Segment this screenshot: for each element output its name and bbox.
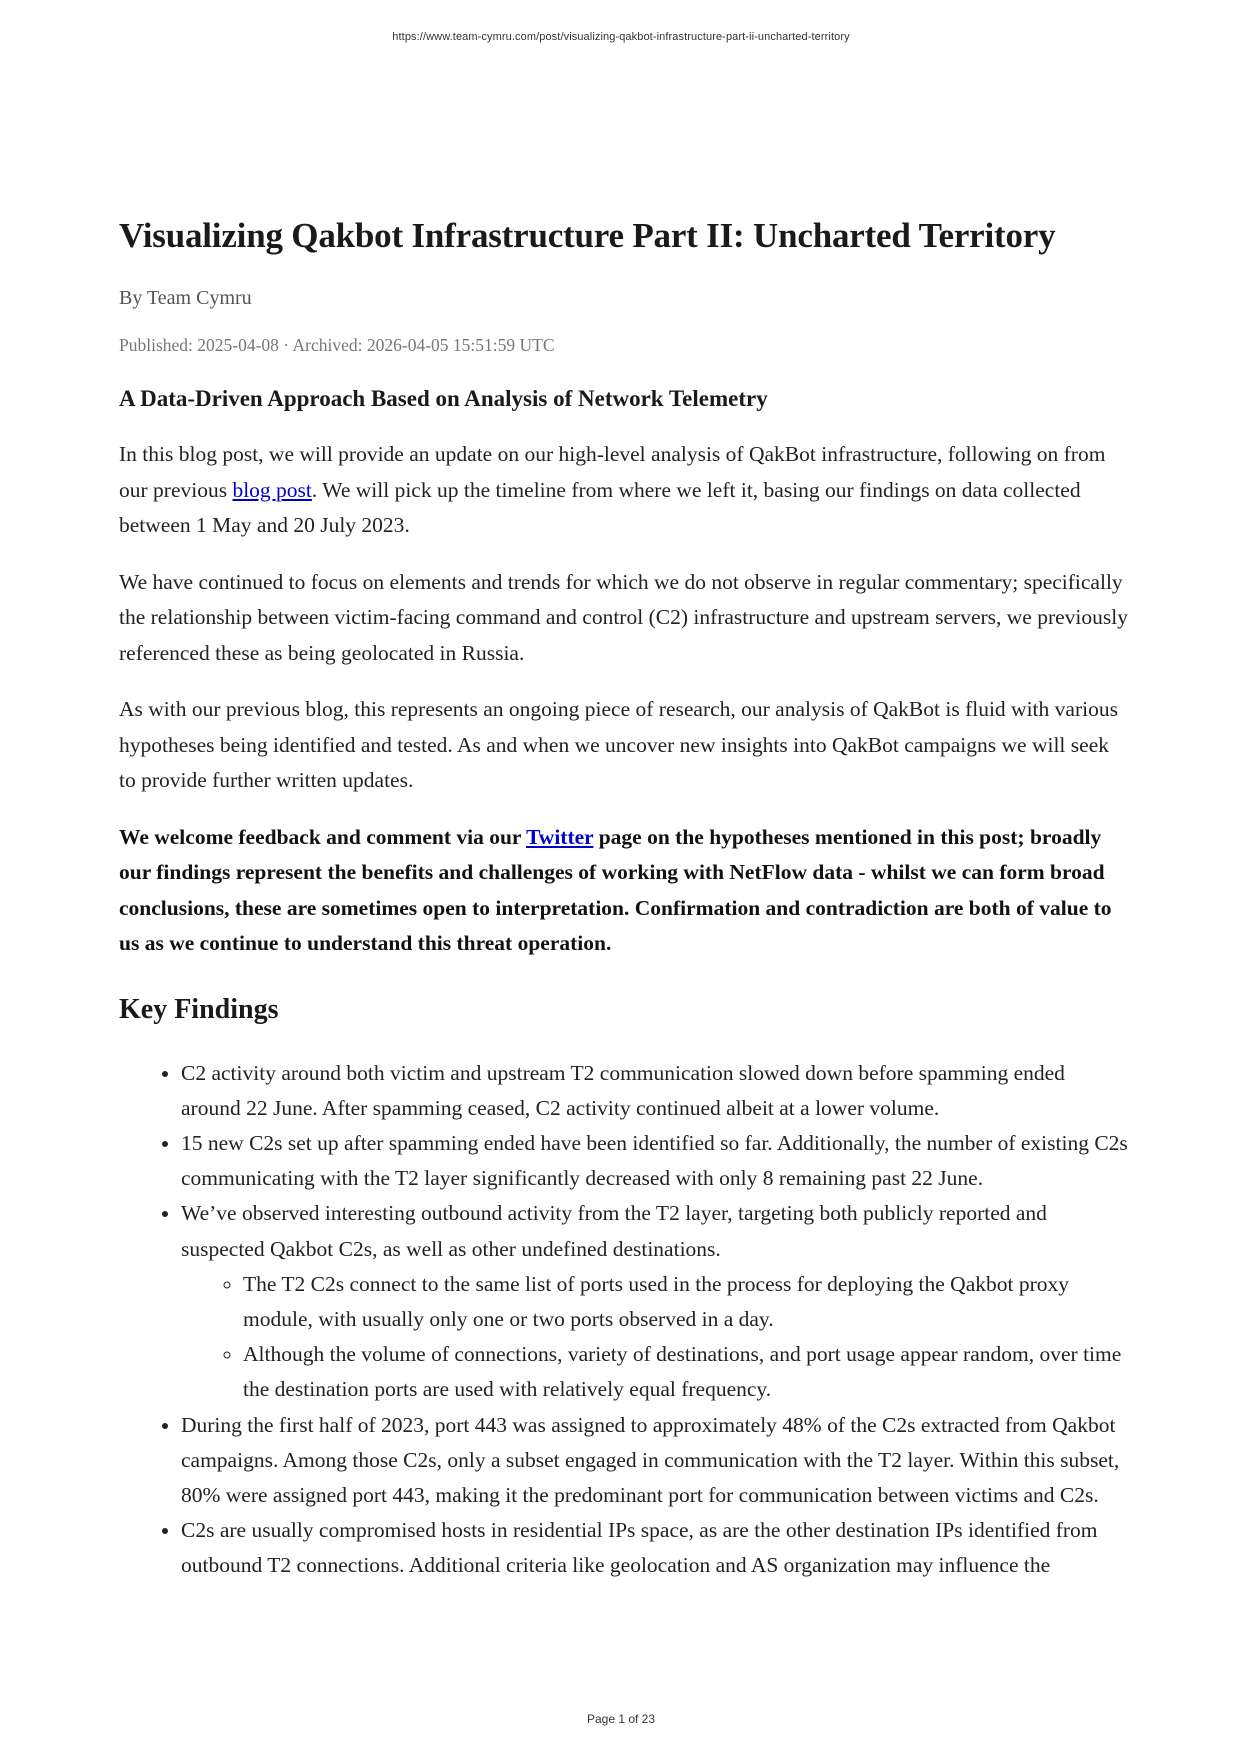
paragraph-focus: We have continued to focus on elements and trends for which we do not observe in regular commentary; specifically the relationship between victim-facing command and control (C2) infrastructure and upstream servers, we previously referenced these as being geolocated in Russia. bbox=[119, 569, 1128, 665]
feedback-text-after: page on the hypotheses mentioned in this post; broadly our findings represent the benefits and challenges of working with NetFlow data - whilst we can form broad conclusions, these are sometimes open to interpretation. Confirmation and contradiction are both of value to us as we continue to understand this threat operation. bbox=[119, 824, 1112, 955]
article-meta: Published: 2025-04-08 · Archived: 2026-04-05 15:51:59 UTC bbox=[119, 335, 555, 355]
list-item bbox=[181, 1196, 1129, 1407]
intro-paragraph bbox=[119, 437, 1129, 544]
intro-text-before: In this blog post, we will provide an update on our high-level analysis of QakBot infrastructure, following on from our previous bbox=[119, 442, 1106, 502]
list-item-text: We’ve observed interesting outbound activity from the T2 layer, targeting both publicly reported and suspected Qakbot C2s, as well as other undefined destinations. bbox=[181, 1201, 1047, 1261]
page-url-header: https://www.team-cymru.com/post/visualizing-qakbot-infrastructure-part-ii-uncharted-territory bbox=[392, 31, 850, 43]
blog-post-link[interactable]: blog post bbox=[232, 477, 312, 502]
article-byline: By Team Cymru bbox=[119, 287, 252, 309]
key-findings-heading: Key Findings bbox=[119, 993, 279, 1025]
article-subtitle: A Data-Driven Approach Based on Analysis of Network Telemetry bbox=[119, 386, 768, 411]
key-findings-list bbox=[119, 1056, 1129, 1584]
feedback-text-before: We welcome feedback and comment via our bbox=[119, 824, 527, 849]
intro-text-after: . We will pick up the timeline from where we left it, basing our findings on data collected between 1 May and 20 July 2023. bbox=[119, 477, 1081, 537]
sub-list-item: ◦ The T2 C2s connect to the same list of ports used in the process for deploying the Qakbot proxy module, with usually only one or two ports observed in a day. bbox=[243, 1267, 1129, 1337]
paragraph-research: As with our previous blog, this represents an ongoing piece of research, our analysis of QakBot is fluid with various hypotheses being identified and tested. As and when we uncover new insights into QakBot campaigns we will seek to provide further written updates. bbox=[119, 697, 1118, 792]
feedback-paragraph bbox=[119, 820, 1129, 962]
article bbox=[119, 210, 1129, 1584]
article-title: Visualizing Qakbot Infrastructure Part II: Uncharted Territory bbox=[119, 216, 1056, 255]
list-item: • C2 activity around both victim and upstream T2 communication slowed down before spamming ended around 22 June. After spamming ceased, C2 activity continued albeit at a lower volume. bbox=[181, 1056, 1129, 1126]
twitter-link[interactable]: Twitter bbox=[526, 824, 594, 849]
list-item: • During the first half of 2023, port 443 was assigned to approximately 48% of the C2s extracted from Qakbot campaigns. Among those C2s, only a subset engaged in communication with the T2 layer. Within this subset, 80% were assigned port 443, making it the predominant port for communication between victims and C2s. bbox=[181, 1408, 1129, 1514]
key-findings-sublist bbox=[181, 1267, 1129, 1408]
list-item: • 15 new C2s set up after spamming ended have been identified so far. Additionally, the number of existing C2s communicating with the T2 layer significantly decreased with only 8 remaining past 22 June. bbox=[181, 1126, 1129, 1196]
sub-list-item: ◦ Although the volume of connections, variety of destinations, and port usage appear random, over time the destination ports are used with relatively equal frequency. bbox=[243, 1337, 1129, 1407]
list-item: • C2s are usually compromised hosts in residential IPs space, as are the other destination IPs identified from outbound T2 connections. Additional criteria like geolocation and AS organization may influence the bbox=[181, 1513, 1129, 1583]
page-number: Page 1 of 23 bbox=[586, 1712, 656, 1726]
